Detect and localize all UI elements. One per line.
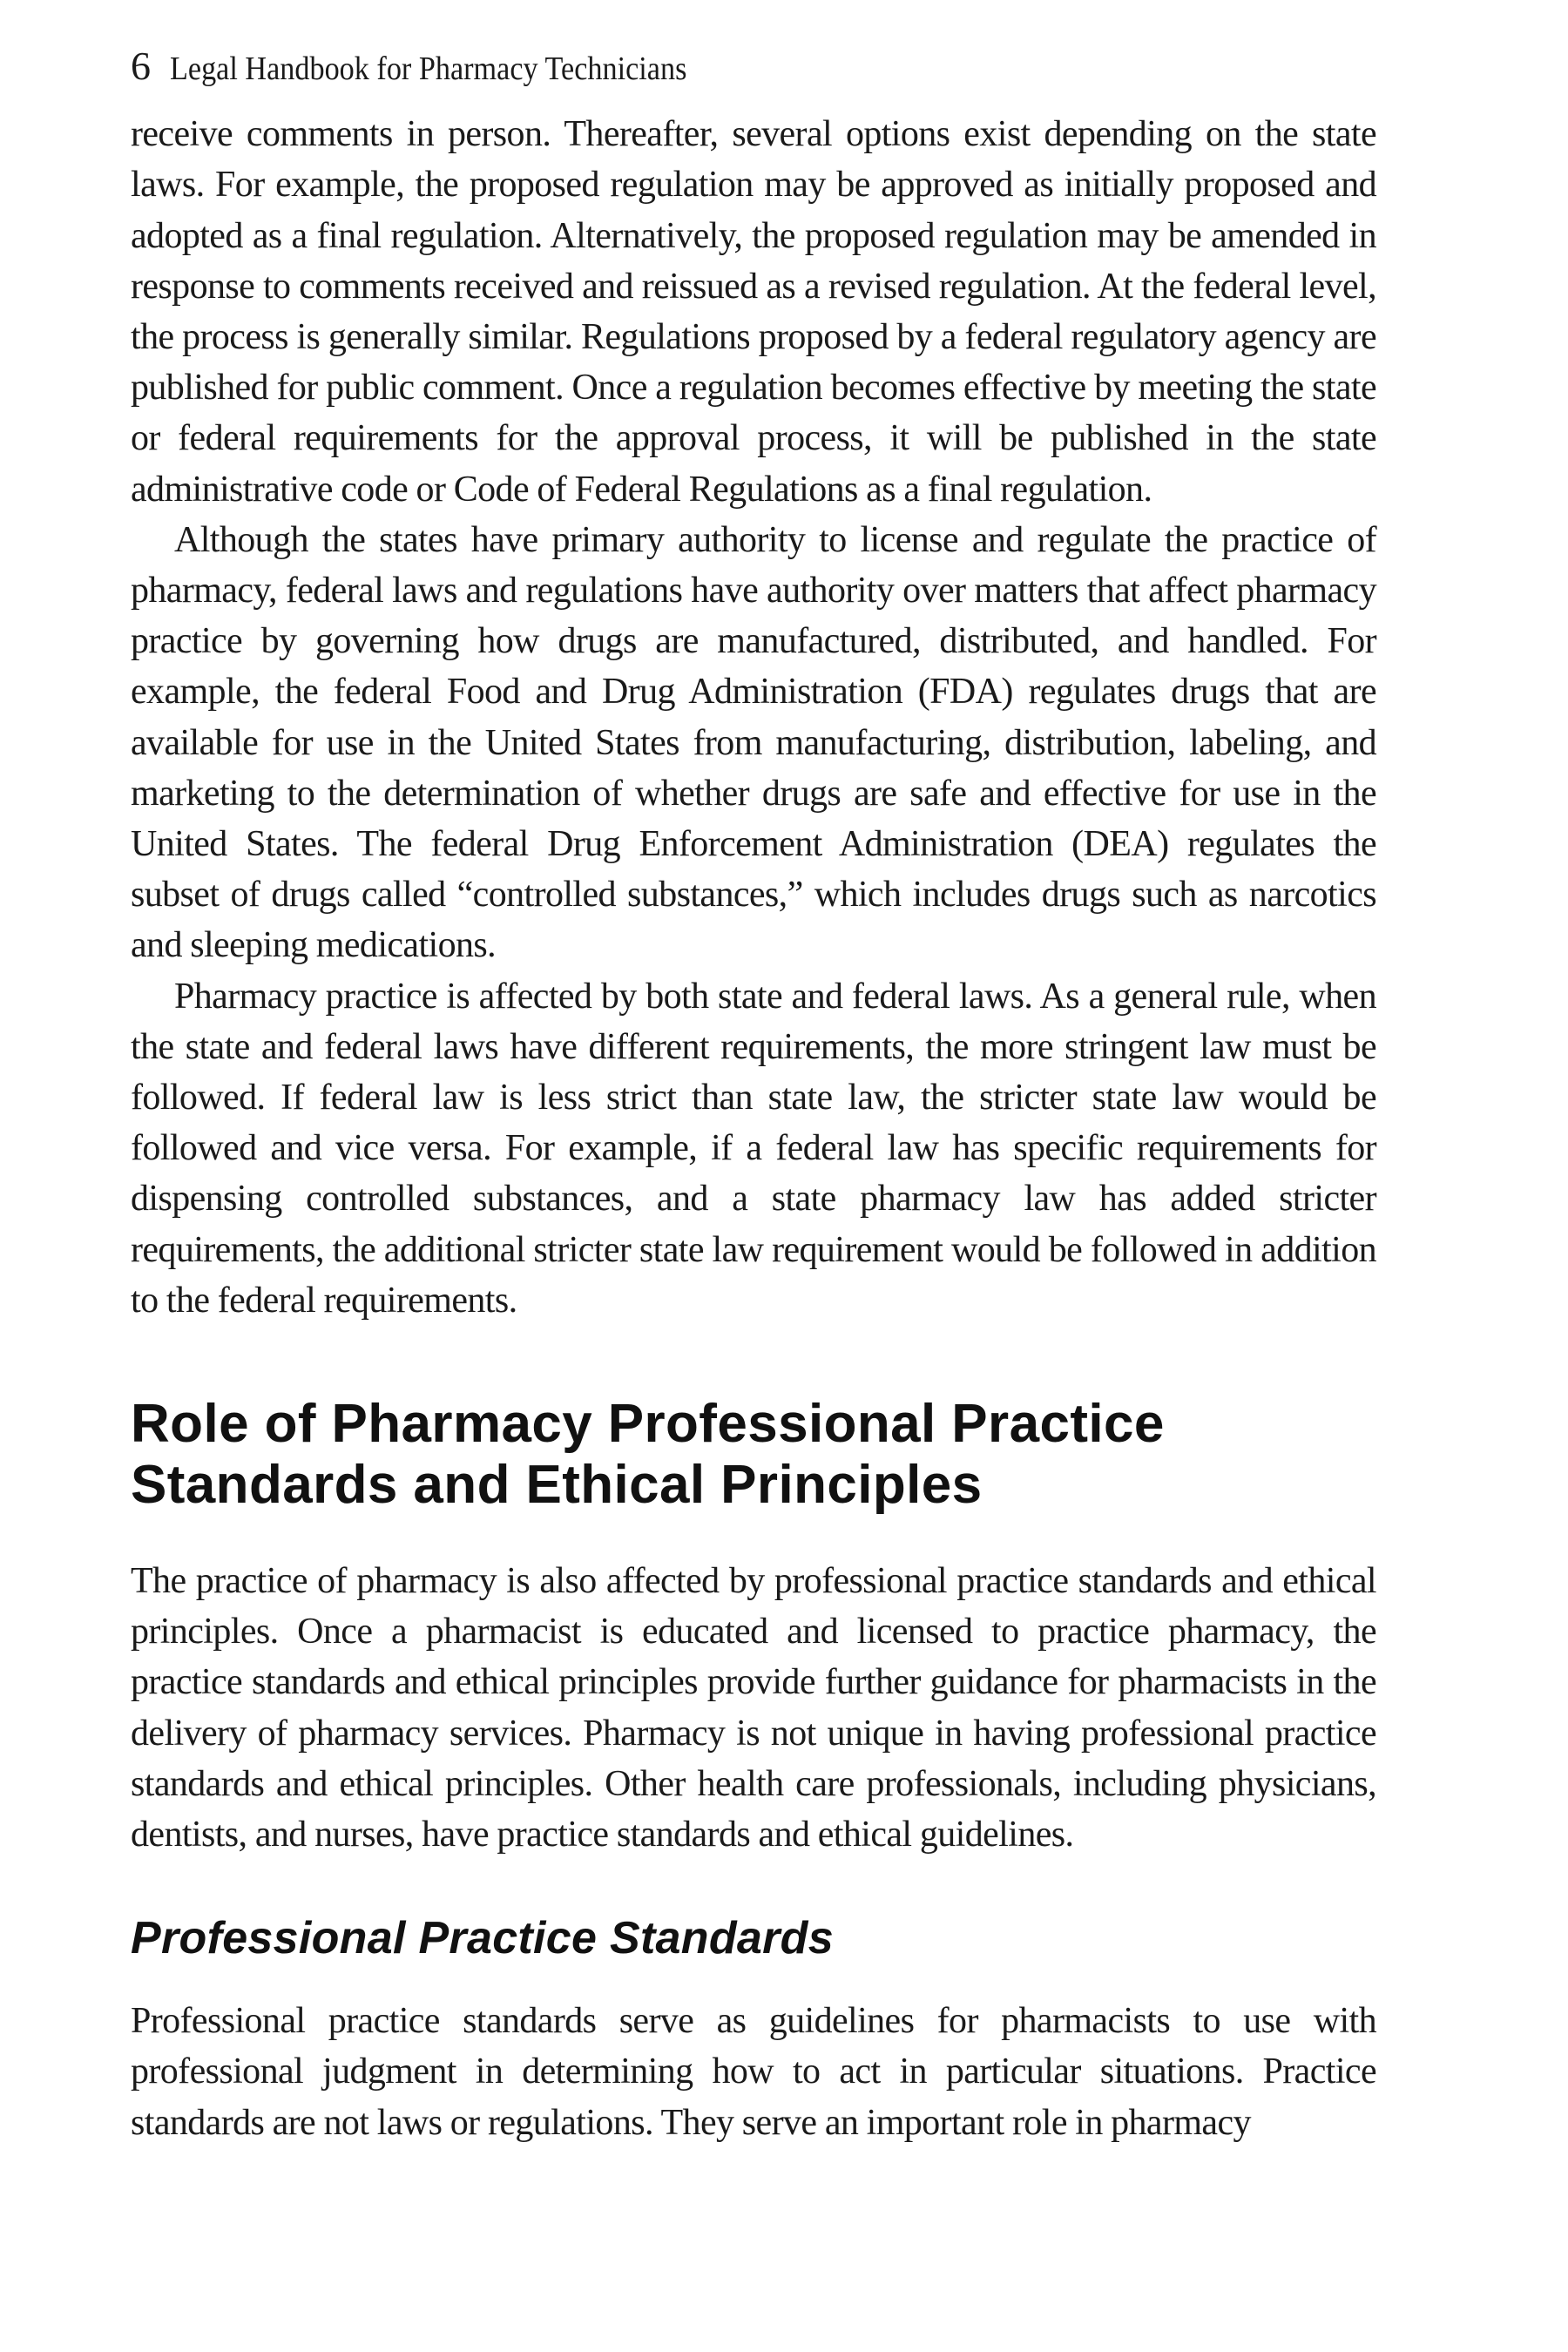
section-paragraph: The practice of pharmacy is also affected by professional practice standards and ethical principles. Once a pharmacist is educated and licensed to practice pharmacy, the practice standards and ethical principles provide further guidance for pharmacists in the delivery of pharmacy services. Pharmacy is not unique in having professional practice standards and ethical principles. Other health care professionals, including physicians, dentists, and nurses, have practice standards and ethical guidelines. (131, 1561, 1376, 1855)
section-heading: Role of Pharmacy Professional Practice Standards and Ethical Principles (131, 1394, 1165, 1516)
body-paragraph-2: Although the states have primary authority to license and regulate the practice of pharmacy, federal laws and regulations have authority over matters that affect pharmacy practice by governing how drugs are manufactured, distributed, and handled. For example, the federal Food and Drug Administration (FDA) regulates drugs that are available for use in the United States from manufacturing, distribution, labeling, and marketing to the determination of whether drugs are safe and effective for use in the United States. The federal Drug Enforcement Administration (DEA) regulates the subset of drugs called “controlled substances,” which includes drugs such as narcotics and sleeping medications. (131, 519, 1376, 966)
subsection-paragraph: Professional practice standards serve as guidelines for pharmacists to use with professional judgment in determining how to act in particular situations. Practice standards are not laws or regulations. They serve an important role in pharmacy (131, 2001, 1376, 2143)
running-header (131, 42, 1376, 90)
page-number: 6 (131, 44, 151, 88)
body-paragraph-1: receive comments in person. Thereafter, several options exist depending on the state laws. For example, the proposed regulation may be approved as initially proposed and adopted as a final regulation. Alternatively, the proposed regulation may be amended in response to comments received and reissued as a revised regulation. At the federal level, the process is generally similar. Regulations proposed by a federal regulatory agency are published for public comment. Once a regulation becomes effective by meeting the state or federal requirements for the approval process, it will be published in the state administrative code or Code of Federal Regulations as a final regulation. (131, 114, 1376, 510)
body-paragraph-3: Pharmacy practice is affected by both state and federal laws. As a general rule, when the state and federal laws have different requirements, the more stringent law must be followed. If federal law is less strict than state law, the stricter state law would be followed and vice versa. For example, if a federal law has specific requirements for dispensing controlled substances, and a state pharmacy law has added stricter requirements, the additional stricter state law requirement would be followed in addition to the federal requirements. (131, 976, 1376, 1321)
subsection-heading: Professional Practice Standards (131, 1913, 834, 1964)
book-title: Legal Handbook for Pharmacy Technicians (170, 51, 687, 87)
book-page (131, 42, 1376, 2148)
